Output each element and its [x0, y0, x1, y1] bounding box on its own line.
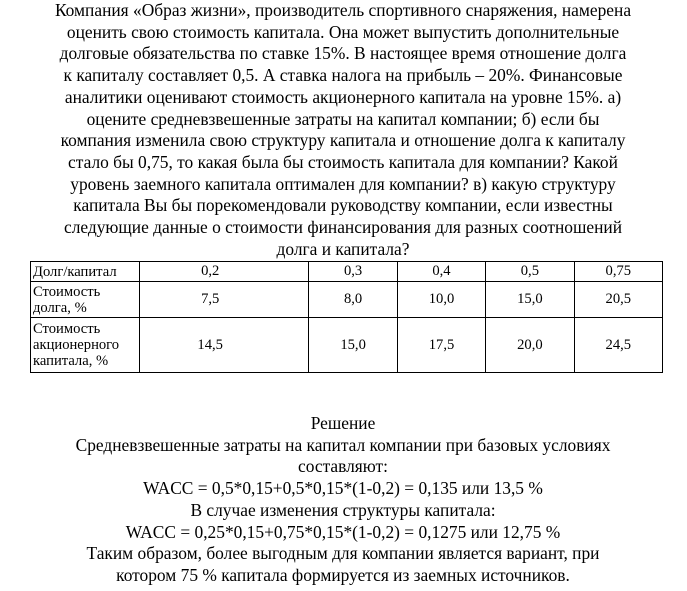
formula-line: WACC = 0,25*0,15+0,75*0,15*(1-0,2) = 0,1275 или 12,75 % [125, 521, 561, 542]
row-label-line: Стоимость [33, 321, 101, 337]
problem-line: Компания «Образ жизни», производитель спортивного снаряжения, намерена [54, 0, 632, 20]
table-row [31, 262, 663, 282]
table-cell: 24,5 [574, 318, 662, 373]
solution-section [14, 413, 672, 587]
row-label-line: капитала, % [33, 353, 109, 369]
problem-line: компания изменила свою структуру капитала и отношение долга к капиталу [60, 130, 626, 151]
problem-line: к капиталу составляет 0,5. А ставка налога на прибыль – 20%. Финансовые [63, 65, 623, 86]
problem-line: оцените средневзвешенные затраты на капитал компании; б) если бы [86, 108, 600, 129]
problem-line: стало бы 0,75, то какая была бы стоимость капитала для компании? Какой [68, 151, 618, 172]
solution-line: Таким образом, более выгодным для компании является вариант, при [86, 543, 600, 564]
row-label-line: Стоимость [33, 283, 101, 300]
problem-line: долговые обязательства по ставке 15%. В настоящее время отношение долга [59, 43, 627, 64]
table-cell: 15,0 [486, 282, 574, 318]
row-label-line: долга, % [33, 299, 87, 316]
financing-cost-table [30, 261, 663, 373]
problem-statement [14, 0, 672, 260]
table-cell: 20,5 [574, 282, 662, 318]
table-cell: 20,0 [486, 318, 574, 373]
problem-line: долга и капитала? [276, 238, 410, 259]
solution-heading: Решение [310, 413, 376, 433]
table-cell: 17,5 [397, 318, 485, 373]
table-cell: 7,5 [140, 282, 309, 318]
table-cell: 0,4 [397, 262, 485, 282]
problem-line: уровень заемного капитала оптимален для компании? в) какую структуру [70, 173, 616, 194]
table-cell: 0,2 [140, 262, 309, 282]
solution-line: составляют: [298, 456, 388, 477]
table-row [31, 282, 663, 318]
problem-line: капитала Вы бы порекомендовали руководству компании, если известны [73, 195, 613, 216]
row-label-line: акционерного [33, 337, 120, 353]
table-cell: 8,0 [309, 282, 397, 318]
table-row [31, 318, 663, 373]
table-cell: 0,5 [486, 262, 574, 282]
problem-line: следующие данные о стоимости финансирования для разных соотношений [63, 217, 623, 238]
row-label [31, 318, 140, 373]
table-cell: 0,75 [574, 262, 662, 282]
row-label-line: Долг/капитал [33, 263, 117, 280]
solution-line: Средневзвешенные затраты на капитал компании при базовых условиях [75, 434, 611, 455]
table-cell: 0,3 [309, 262, 397, 282]
table-cell: 10,0 [397, 282, 485, 318]
table-cell: 14,5 [140, 318, 309, 373]
solution-line: котором 75 % капитала формируется из заемных источников. [116, 564, 570, 585]
problem-line: оценить свою стоимость капитала. Она может выпустить дополнительные [66, 21, 620, 42]
formula-line: WACC = 0,5*0,15+0,5*0,15*(1-0,2) = 0,135 или 13,5 % [143, 478, 543, 499]
row-label [31, 262, 140, 282]
row-label [31, 282, 140, 318]
problem-line: аналитики оценивают стоимость акционерного капитала на уровне 15%. а) [64, 86, 622, 107]
table-cell: 15,0 [309, 318, 397, 373]
solution-line: В случае изменения структуры капитала: [190, 499, 496, 520]
